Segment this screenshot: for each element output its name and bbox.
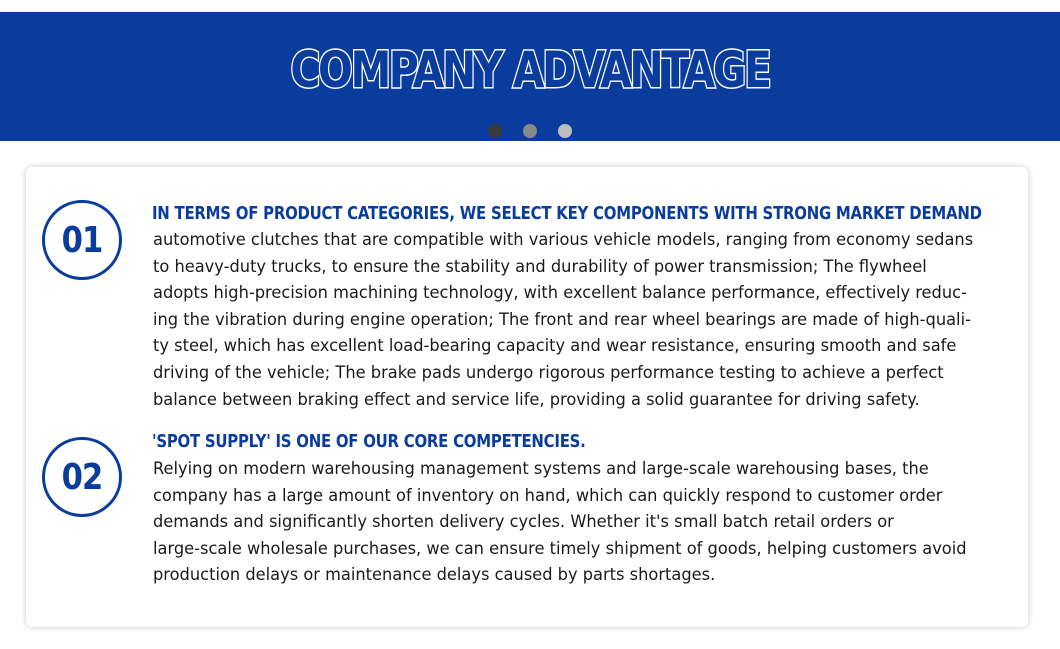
badge-number: 02: [61, 456, 103, 498]
carousel-dot-2[interactable]: [523, 124, 537, 138]
body-line: production delays or maintenance delays caused by parts shortages.: [153, 565, 716, 586]
page-title: COMPANY ADVANTAGE: [290, 41, 770, 99]
body-line: demands and significantly shorten delivery cycles. Whether it's small batch retail orders or: [153, 512, 894, 533]
body-line: large-scale wholesale purchases, we can ensure timely shipment of goods, helping customers avoid: [153, 538, 967, 559]
carousel-dot-3[interactable]: [558, 124, 572, 138]
number-badge: [42, 437, 122, 517]
body-line: driving of the vehicle; The brake pads undergo rigorous performance testing to achieve a perfect: [153, 362, 944, 383]
advantages-card: [26, 167, 1028, 627]
body-line: balance between braking effect and service life, providing a solid guarantee for driving safety.: [153, 389, 920, 410]
body-line: company has a large amount of inventory on hand, which can quickly respond to customer order: [153, 485, 943, 506]
badge-number: 01: [61, 219, 103, 261]
body-line: automotive clutches that are compatible with various vehicle models, ranging from economy sedans: [153, 230, 974, 250]
carousel-dots: [0, 124, 1060, 138]
header-banner: [0, 12, 1060, 141]
advantage-heading: IN TERMS OF PRODUCT CATEGORIES, WE SELECT KEY COMPONENTS WITH STRONG MARKET DEMAND: [152, 203, 982, 224]
advantage-heading: 'SPOT SUPPLY' IS ONE OF OUR CORE COMPETENCIES.: [152, 431, 586, 452]
advantage-body: [153, 456, 993, 589]
body-line: ing the vibration during engine operation; The front and rear wheel bearings are made of high-quali-: [153, 309, 971, 330]
carousel-dot-1[interactable]: [488, 124, 502, 138]
body-line: adopts high-precision machining technology, with excellent balance performance, effectively reduc-: [153, 283, 967, 304]
advantage-body: [153, 227, 993, 413]
body-line: to heavy-duty trucks, to ensure the stability and durability of power transmission; The flywheel: [153, 256, 927, 277]
body-line: ty steel, which has excellent load-bearing capacity and wear resistance, ensuring smooth and safe: [153, 336, 957, 357]
body-line: Relying on modern warehousing management systems and large-scale warehousing bases, the: [153, 459, 929, 479]
number-badge: [42, 200, 122, 280]
